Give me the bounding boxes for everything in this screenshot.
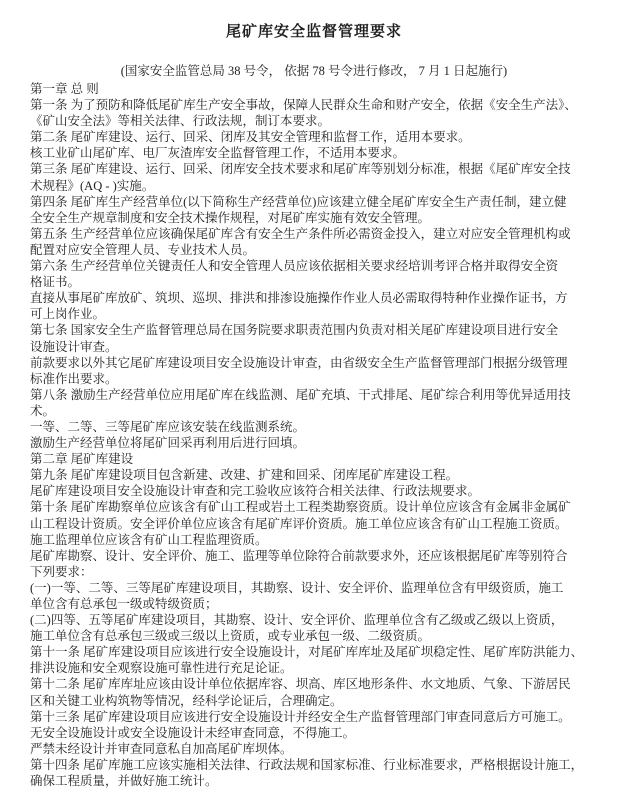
text-line: 第一条 为了预防和降低尾矿库生产安全事故，保障人民群众生命和财产安全，依据《安全生产法》、: [30, 98, 577, 113]
text-line: 下列要求：: [30, 564, 93, 579]
text-line: 一等、二等、三等尾矿库应该安装在线监测系统。: [30, 419, 306, 434]
text-line: 单位含有总承包一级或特级资质；: [30, 597, 218, 611]
text-line: 第十条 尾矿库勘察单位应该含有矿山工程或岩土工程类勘察资质。设计单位应该含有金属非金属矿: [30, 500, 571, 515]
text-line: 第五条 生产经营单位应该确保尾矿库含有安全生产条件所必需资金投入，建立对应安全管理机构或: [30, 226, 571, 241]
text-line: 排洪设施和安全观察设施可靠性进行充足论证。: [30, 661, 293, 676]
text-line: 第四条 尾矿库生产经营单位(以下简称生产经营单位)应该建立健全尾矿库安全生产责任制，建立健: [30, 194, 567, 209]
text-line: 直接从事尾矿库放矿、筑坝、巡坝、排洪和排渗设施操作作业人员必需取得特种作业操作证书，方: [30, 291, 568, 306]
text-line: 术规程》(AQ - )实施。: [30, 178, 155, 193]
text-line: 无安全设施设计或安全设施设计未经审查同意，不得施工。: [30, 725, 356, 740]
text-line: 第十三条 尾矿库建设项目应该进行安全设施设计并经安全生产监督管理部门审查同意后方可施工。: [30, 709, 571, 724]
text-line: 施工监理单位应该含有矿山工程监理资质。: [30, 532, 268, 547]
document-title: 尾矿库安全监督管理要求: [225, 24, 402, 40]
text-line: 设施设计审查。: [30, 339, 118, 354]
text-line: 尾矿库建设项目安全设施设计审查和完工验收应该符合相关法律、行政法规要求。: [30, 484, 481, 499]
text-line: 术。: [30, 403, 56, 418]
text-line: 第三条 尾矿库建设、运行、回采、闭库安全技术要求和尾矿库等别划分标准，根据《尾矿库安全技: [30, 162, 571, 177]
text-line: 第九条 尾矿库建设项目包含新建、改建、扩建和回采、闭库尾矿库建设工程。: [30, 468, 459, 483]
text-line: 第二条 尾矿库建设、运行、回采、闭库及其安全管理和监督工作，适用本要求。: [30, 130, 471, 145]
document-subtitle: (国家安全监管总局 38 号令， 依据 78 号令进行修改， 7 月 1 日起施行): [120, 64, 508, 78]
text-line: 第十二条 尾矿库库址应该由设计单位依据库容、坝高、库区地形条件、水文地质、气象、下游居民: [30, 677, 571, 692]
text-line: 严禁未经设计并审查同意私自加高尾矿库坝体。: [30, 741, 293, 756]
text-line: 全安全生产规章制度和安全技术操作规程，对尾矿库实施有效安全管理。: [30, 210, 431, 225]
text-line: 格证书。: [30, 275, 81, 290]
text-line: 确保工程质量，并做好施工统计。: [30, 774, 218, 789]
document-body: [30, 81, 608, 789]
text-line: 尾矿库勘察、设计、安全评价、施工、监理等单位除符合前款要求外，还应该根据尾矿库等别符合: [30, 548, 568, 563]
text-line: 标准作出要求。: [30, 371, 118, 386]
text-line: 第一章 总 则: [30, 82, 99, 96]
text-line: 第八条 激励生产经营单位应用尾矿库在线监测、尾矿充填、干式排尾、尾矿综合利用等优异适用技: [30, 387, 571, 402]
text-line: 配置对应安全管理人员、专业技术人员。: [30, 242, 256, 257]
text-line: 第七条 国家安全生产监督管理总局在国务院要求职责范围内负责对相关尾矿库建设项目进行安全: [30, 323, 559, 338]
text-line: 第二章 尾矿库建设: [30, 452, 134, 467]
text-line: (一)一等、二等、三等尾矿库建设项目，其勘察、设计、安全评价、监理单位含有甲级资质，施工: [30, 580, 564, 595]
text-line: 山工程设计资质。安全评价单位应该含有尾矿库评价资质。施工单位应该含有矿山工程施工资质。: [30, 516, 568, 531]
text-line: 激励生产经营单位将尾矿回采再利用后进行回填。: [30, 436, 306, 451]
text-line: 《矿山安全法》等相关法律、行政法规，制订本要求。: [30, 114, 331, 129]
text-line: (二)四等、五等尾矿库建设项目，其勘察、设计、安全评价、监理单位含有乙级或乙级以上资质，: [30, 613, 564, 628]
text-line: 核工业矿山尾矿库、电厂灰渣库安全监督管理工作，不适用本要求。: [30, 146, 406, 161]
text-line: 第六条 生产经营单位关键责任人和安全管理人员应该依据相关要求经培训考评合格并取得安全资: [30, 259, 559, 274]
text-line: 第十四条 尾矿库施工应该实施相关法律、行政法规和国家标准、行业标准要求，严格根据设计施工，: [30, 757, 584, 772]
text-line: 前款要求以外其它尾矿库建设项目安全设施设计审查，由省级安全生产监督管理部门根据分级管理: [30, 355, 568, 370]
text-line: 区和关键工业构筑物等情况，经科学论证后，合理确定。: [30, 693, 343, 708]
text-line: 施工单位含有总承包三级或三级以上资质，或专业承包一级、二级资质。: [30, 629, 431, 644]
text-line: 第十一条 尾矿库建设项目应该进行安全设施设计，对尾矿库库址及尾矿坝稳定性、尾矿库防洪能力、: [30, 645, 584, 660]
text-line: 可上岗作业。: [30, 307, 106, 322]
